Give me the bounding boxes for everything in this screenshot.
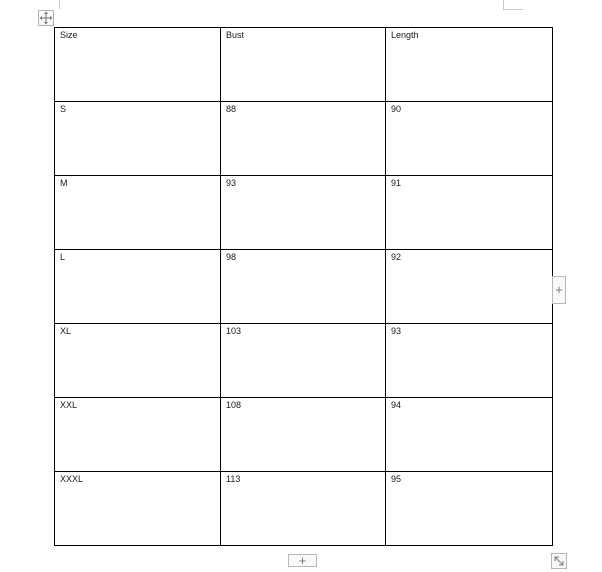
table-cell[interactable]: 113: [221, 472, 386, 546]
table-cell[interactable]: 93: [386, 324, 553, 398]
table-cell[interactable]: 108: [221, 398, 386, 472]
margin-corner-marker: [44, 0, 60, 9]
table-row: [55, 324, 553, 398]
add-column-button[interactable]: +: [552, 276, 566, 304]
table-cell[interactable]: XXL: [55, 398, 221, 472]
table-row: [55, 176, 553, 250]
table-row: [55, 398, 553, 472]
size-table: [54, 27, 553, 546]
table-move-handle[interactable]: [38, 10, 54, 26]
move-icon: [39, 11, 53, 25]
table-cell[interactable]: 90: [386, 102, 553, 176]
table-cell[interactable]: 103: [221, 324, 386, 398]
table-cell[interactable]: 88: [221, 102, 386, 176]
table-row: [55, 102, 553, 176]
table-cell[interactable]: 93: [221, 176, 386, 250]
resize-icon: [552, 554, 566, 568]
table-cell[interactable]: 92: [386, 250, 553, 324]
table-cell[interactable]: S: [55, 102, 221, 176]
table-cell[interactable]: XXXL: [55, 472, 221, 546]
table-resize-handle[interactable]: [551, 553, 567, 569]
add-row-button[interactable]: +: [288, 554, 317, 567]
table-row: [55, 250, 553, 324]
table-row: [55, 472, 553, 546]
table-cell[interactable]: Bust: [221, 28, 386, 102]
table-cell[interactable]: L: [55, 250, 221, 324]
table-cell[interactable]: XL: [55, 324, 221, 398]
table-cell[interactable]: Length: [386, 28, 553, 102]
table-cell[interactable]: M: [55, 176, 221, 250]
table-cell[interactable]: 98: [221, 250, 386, 324]
table-header-row: [55, 28, 553, 102]
table-cell[interactable]: Size: [55, 28, 221, 102]
table-cell[interactable]: 91: [386, 176, 553, 250]
margin-corner-marker: [503, 0, 523, 10]
table-cell[interactable]: 94: [386, 398, 553, 472]
table-cell[interactable]: 95: [386, 472, 553, 546]
